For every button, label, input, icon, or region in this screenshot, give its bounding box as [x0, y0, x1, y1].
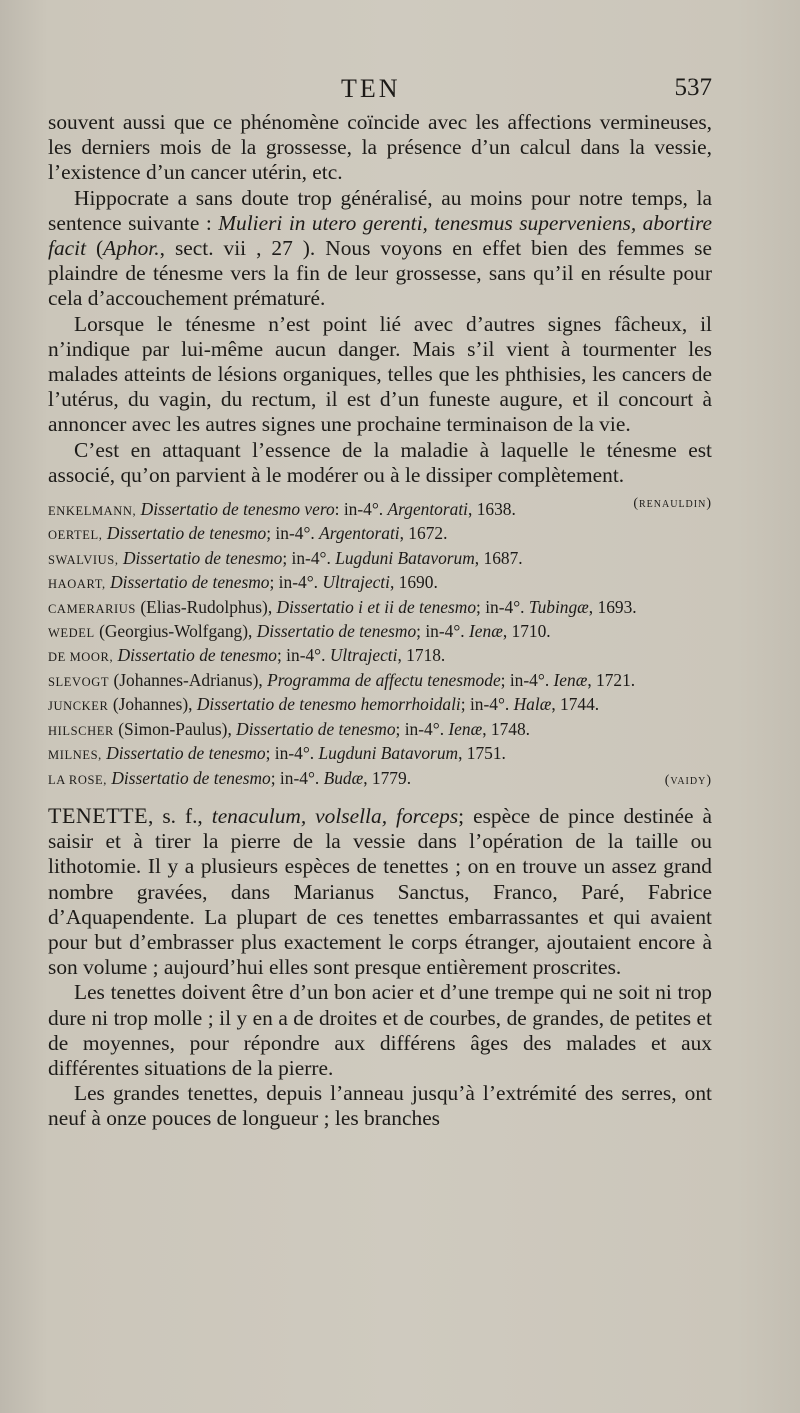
bib-year: , 1748. — [482, 718, 531, 739]
bib-title: Dissertatio de tenesmo — [122, 547, 283, 568]
bib-year: , 1672. — [399, 523, 448, 544]
text-run: ( — [96, 236, 104, 261]
bib-title: Dissertatio i et ii de tenesmo — [276, 596, 477, 617]
bib-title: Dissertatio de tenesmo vero — [140, 499, 335, 520]
bib-year: , 1718. — [397, 645, 446, 666]
bib-year: , 1751. — [458, 743, 506, 764]
bibliography-item — [48, 547, 712, 571]
bib-year: , 1744. — [551, 694, 600, 715]
paragraph: Les tenettes doivent être d’un bon acier et d’une trempe qui ne soit ni trop dure ni trop molle ; il y en a de droites et de courbes, de grandes, de petites et de moyennes, pour répondre aux différens âges des malades et aux différentes situations de la pierre. — [48, 980, 712, 1080]
running-title: TEN — [341, 74, 401, 103]
bib-format: ; in-4°. — [276, 645, 330, 666]
bib-title: Dissertatio de tenesmo — [111, 767, 271, 788]
bib-title: Programma de affectu tenesmode — [267, 669, 501, 690]
bib-title: Dissertatio de tenesmo — [236, 718, 396, 739]
latin-synonyms: tenaculum, volsella, forceps — [211, 803, 459, 828]
bib-format: ; in-4°. — [270, 767, 324, 788]
bib-author-names: (Elias-Rudolphus), — [135, 596, 277, 617]
bib-author: JUNCKER — [48, 699, 109, 714]
bib-format: ; in-4°. — [500, 669, 554, 690]
bib-format: ; in-4°. — [282, 547, 336, 568]
bib-author-names: (Johannes), — [108, 694, 197, 715]
bibliography-item — [48, 742, 712, 766]
bib-author: OERTEL, — [48, 528, 103, 543]
bibliography-item — [48, 596, 712, 620]
bib-place: Lugduni Batavorum — [318, 743, 459, 764]
page-number: 537 — [674, 74, 712, 101]
bib-place: Lugduni Batavorum — [335, 547, 475, 568]
text-run: C’est en attaquant l’essence de la maladie à laquelle le ténesme est associé, qu’on parvient à le modérer ou à le dissiper complètement. — [48, 437, 712, 487]
bib-place: Ultrajecti — [322, 572, 390, 593]
bibliography-item — [48, 522, 712, 546]
bib-format: ; in-4°. — [265, 743, 319, 764]
bib-title: Dissertatio de tenesmo — [110, 572, 270, 593]
bib-format: ; in-4°. — [266, 523, 320, 544]
text-run: ; espèce de pince destinée à saisir et à tirer la pierre de la vessie dans l’opération de la taille ou lithotomie. Il y a plusieurs espèces de tenettes ; on en trouve un assez grand nombre gravées, dans Marianus Sanctus, Franco, Paré, Fabrice d’Aquapendente. La plupart de ces tenettes embarrassantes et qui avaient pour but d’embrasser plus exactement le corps étranger, ajoutaient encore à son volume ; aujourd’hui elles sont presque entièrement proscrites. — [48, 803, 712, 980]
bibliography-item — [48, 767, 712, 791]
bib-year: , 1710. — [502, 621, 551, 642]
bib-place: Argentorati — [387, 499, 469, 520]
bib-author-names: (Georgius-Wolfgang), — [94, 621, 257, 642]
bib-year: , 1721. — [587, 669, 636, 690]
bib-author: CAMERARIUS — [48, 601, 136, 616]
bib-year: , 1687. — [474, 547, 523, 568]
paragraph: Lorsque le ténesme n’est point lié avec d’autres signes fâcheux, il n’indique par lui-même aucun danger. Mais s’il vient à tourmenter les malades atteints de lésions organiques, telles que les phthisies, les cancers de l’utérus, du vagin, du rectum, il est d’un funeste augure, et il concourt à annoncer avec les autres signes une prochaine terminaison de la vie. — [48, 311, 712, 437]
bib-author-names: (Simon-Paulus), — [113, 718, 237, 739]
bibliography — [48, 498, 712, 791]
bib-place: Ienæ — [469, 621, 503, 642]
bib-title: Dissertatio de tenesmo hemorrhoidali — [196, 694, 461, 715]
citation-ref: Aphor. — [103, 236, 160, 261]
bib-format: ; in-4°. — [416, 621, 469, 642]
paragraph: souvent aussi que ce phénomène coïncide avec les affections vermineuses, les derniers mois de la grossesse, la présence d’un calcul dans la vessie, l’existence d’un cancer utérin, etc. — [48, 110, 712, 185]
bib-author: ENKELMANN, — [48, 504, 137, 519]
bib-year: , 1638. — [468, 499, 516, 520]
bibliography-item — [48, 693, 712, 717]
bib-title: Dissertatio de tenesmo — [256, 621, 417, 642]
bib-place: Argentorati — [319, 523, 400, 544]
author-signature: (renauldin) — [633, 496, 712, 512]
running-header — [48, 74, 712, 110]
bibliography-item — [48, 571, 712, 595]
bib-place: Ienæ — [553, 669, 588, 690]
bib-year: , 1693. — [588, 596, 637, 617]
bib-format: ; in-4°. — [460, 694, 514, 715]
bibliography-item — [48, 620, 712, 644]
latin-quote: Mulieri in utero gerenti, tenesmus superveniens, abortire facit — [48, 210, 712, 261]
bib-place: Ienæ — [448, 718, 483, 739]
bib-title: Dissertatio de tenesmo — [117, 645, 277, 666]
bibliography-item — [48, 644, 712, 668]
bib-author: HILSCHER — [48, 723, 114, 738]
bib-author: WEDEL — [48, 626, 95, 641]
bib-format: : in-4°. — [334, 499, 388, 520]
bib-author: MILNES, — [48, 748, 102, 763]
bib-place: Budæ — [323, 767, 364, 788]
dictionary-entry — [48, 803, 712, 1132]
text-run: , sect. vii , 27 ). Nous voyons en effet bien des femmes se plaindre de ténesme vers la fin de leur grossesse, sans qu’il en résulte pour cela d’accouchement prématuré. — [48, 236, 712, 311]
text-run: Hippocrate a sans doute trop généralisé, au moins pour notre temps, la sentence suivante : — [48, 185, 712, 235]
bib-format: ; in-4°. — [395, 718, 449, 739]
bib-title: Dissertatio de tenesmo — [106, 523, 267, 544]
grammar-note: , s. f., — [148, 803, 212, 828]
bib-year: , 1779. — [363, 767, 412, 788]
bib-place: Halæ — [513, 694, 552, 715]
bib-author: SWALVIUS, — [48, 552, 119, 567]
entry-headword: TENETTE — [48, 802, 149, 828]
paragraph — [48, 186, 712, 312]
bib-place: Ultrajecti — [329, 645, 398, 666]
bib-author-names: (Johannes-Adrianus), — [109, 669, 268, 690]
bib-format: ; in-4°. — [476, 596, 529, 617]
bib-title: Dissertatio de tenesmo — [106, 743, 266, 764]
bib-author: DE MOOR, — [48, 650, 114, 665]
bibliography-item — [48, 718, 712, 742]
bib-author: HAOART, — [48, 577, 106, 592]
paragraph — [48, 803, 712, 980]
bib-year: , 1690. — [389, 572, 438, 593]
bib-author: LA ROSE, — [48, 772, 107, 787]
author-signature: (vaidy) — [664, 772, 712, 788]
bib-author: SLEVOGT — [48, 674, 110, 689]
paragraph: Les grandes tenettes, depuis l’anneau jusqu’à l’extrémité des serres, ont neuf à onze pouces de longueur ; les branches — [48, 1081, 712, 1131]
bib-place: Tubingæ — [528, 596, 589, 617]
bib-format: ; in-4°. — [269, 572, 323, 593]
bibliography-item — [48, 669, 712, 693]
